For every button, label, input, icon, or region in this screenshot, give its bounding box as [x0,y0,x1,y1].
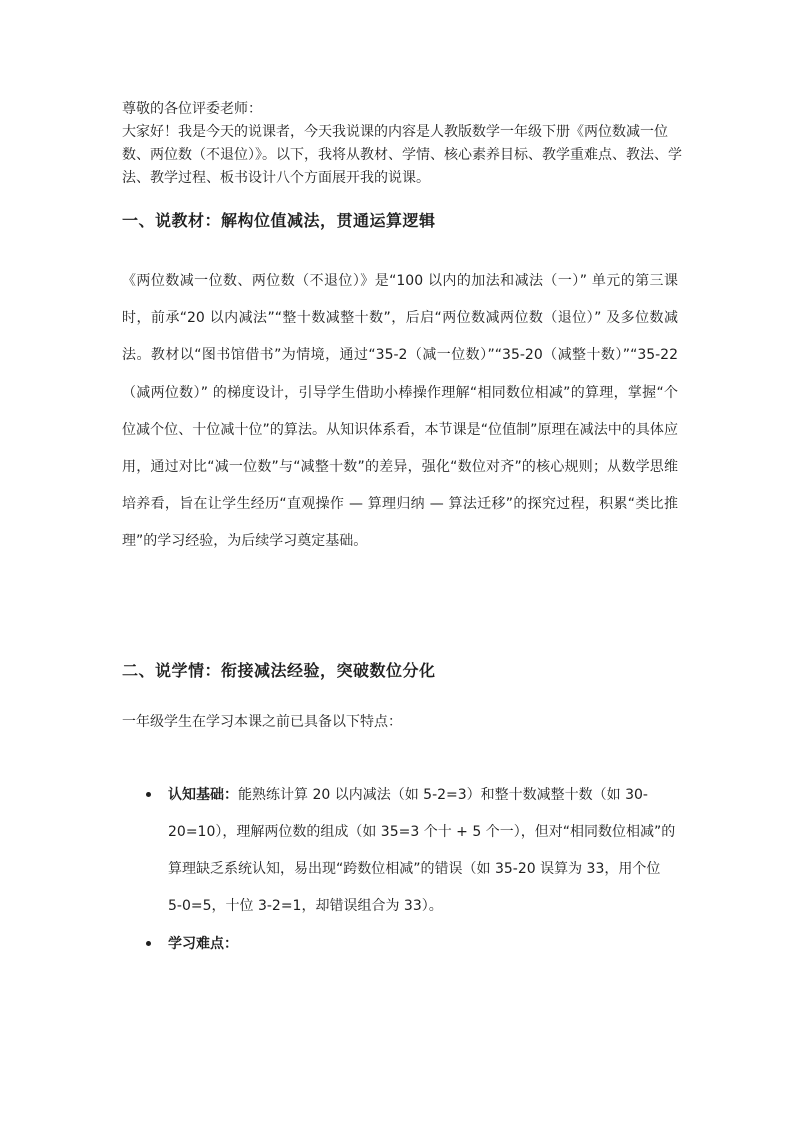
greeting-line: 尊敬的各位评委老师： [122,101,262,117]
intro-block [122,98,682,190]
list-item-text: 能熟练计算 20 以内减法（如 5-2=3）和整十数减整十数（如 30-20=10），理解两位数的组成（如 35=3 个十 + 5 个一），但对“相同数位相减”的算理缺乏系统认知，易出现“跨数位相减”的错误（如 35-20 误算为 33，用个位 5-0=5，十位 3-2=1，却错误组合为 33）。 [168,787,676,914]
bullet-icon [146,792,151,797]
list-item-label: 学习难点： [168,936,238,952]
section-1-body: 《两位数减一位数、两位数（不退位）》是“100 以内的加法和减法（一）” 单元的第三课时，前承“20 以内减法”“整十数减整十数”，后启“两位数减两位数（退位）” 及多位数减法。教材以“图书馆借书”为情境，通过“35-2（减一位数）”“35-20（减整十数）”“35-22（减两位数）” 的梯度设计，引导学生借助小棒操作理解“相同数位相减”的算理，掌握“个位减个位、十位减十位”的算法。从知识体系看，本节课是“位值制”原理在减法中的具体应用，通过对比“减一位数”与“减整十数”的差异，强化“数位对齐”的核心规则；从数学思维培养看，旨在让学生经历“直观操作 — 算理归纳 — 算法迁移”的探究过程，积累“类比推理”的学习经验，为后续学习奠定基础。 [122,273,678,550]
section-2-intro: 一年级学生在学习本课之前已具备以下特点： [122,714,402,730]
list-item [168,777,678,925]
section-1-heading: 一、说教材：解构位值减法，贯通运算逻辑 [122,211,436,230]
list-item-label: 认知基础： [168,787,238,803]
bullet-icon [146,941,151,946]
list-item [168,926,678,963]
section-2-heading: 二、说学情：衔接减法经验，突破数位分化 [122,661,436,680]
opening-paragraph: 大家好！我是今天的说课者，今天我说课的内容是人教版数学一年级下册《两位数减一位数、两位数（不退位）》。以下，我将从教材、学情、核心素养目标、教学重难点、教法、学法、教学过程、板书设计八个方面展开我的说课。 [122,124,682,186]
